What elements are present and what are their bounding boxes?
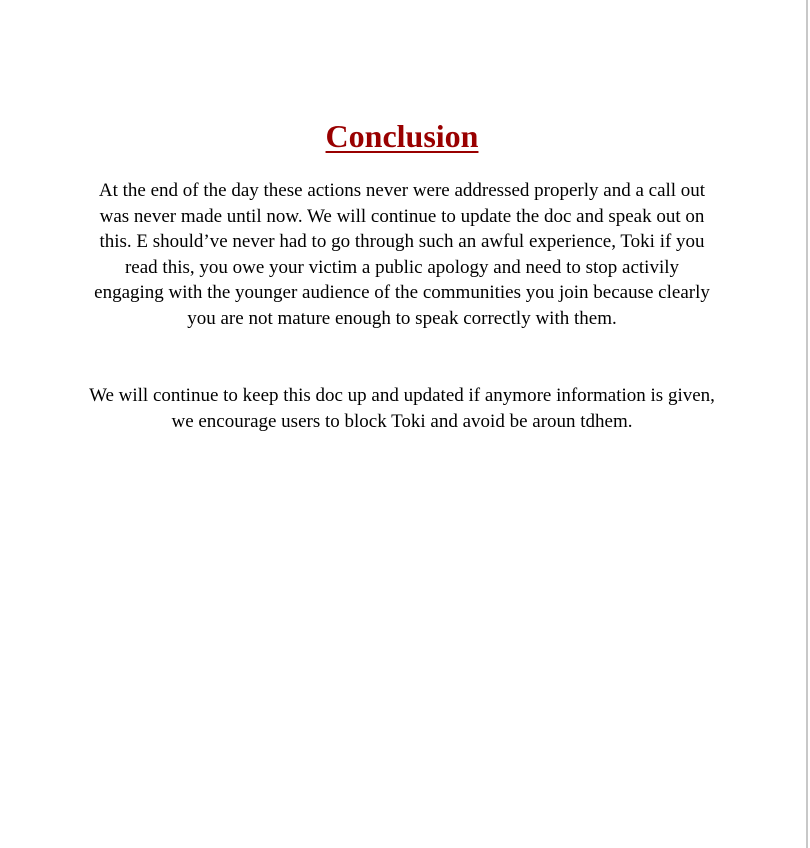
conclusion-paragraph: At the end of the day these actions never were addressed properly and a call out was never made until now. We will continue to update the doc and speak out on this. E should’ve never had to go through such an awful experience, Toki if you read this, you owe your victim a public apology and need to stop activily engaging with the younger audience of the communities you join because clearly you are not mature enough to speak correctly with them. xyxy=(94,180,710,329)
update-notice-paragraph: We will continue to keep this doc up and updated if anymore information is given, we encourage users to block Toki and avoid be aroun tdhem. xyxy=(89,385,715,432)
section-title: Conclusion xyxy=(325,118,479,154)
